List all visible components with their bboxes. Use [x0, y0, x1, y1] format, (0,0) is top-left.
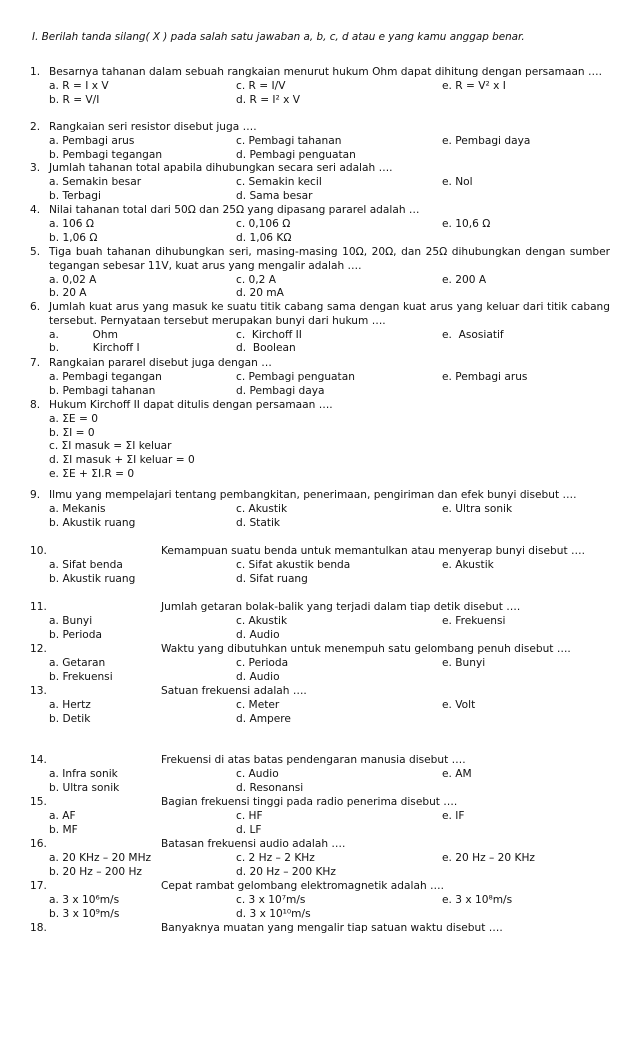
- question-stem: Nilai tahanan total dari 50Ω dan 25Ω yang dipasang pararel adalah …: [49, 204, 420, 216]
- question-number: 6.: [30, 301, 41, 313]
- option-a: a. ΣE = 0: [49, 412, 98, 425]
- option-a: a. Getaran: [49, 656, 106, 669]
- option-c: c. Audio: [236, 767, 279, 780]
- option-c: c. Sifat akustik benda: [236, 558, 351, 571]
- option-e: e. R = V² x I: [442, 79, 506, 92]
- instruction-text: I. Berilah tanda silang( X ) pada salah satu jawaban a, b, c, d atau e yang kamu anggap benar.: [32, 31, 525, 43]
- question-number: 14.: [30, 754, 47, 766]
- option-a: a. R = I x V: [49, 79, 109, 92]
- option-b: b. R = V/I: [49, 93, 100, 106]
- option-e: e. Bunyi: [442, 656, 486, 669]
- option-e: e. ΣE + ΣI.R = 0: [49, 467, 135, 480]
- option-b: b. 1,06 Ω: [49, 231, 98, 244]
- option-a: a. Sifat benda: [49, 558, 123, 571]
- question-number: 4.: [30, 204, 41, 216]
- option-b: b. Kirchoff I: [49, 342, 140, 355]
- option-d: d. R = I² x V: [236, 93, 301, 106]
- option-d: d. Sama besar: [236, 189, 313, 202]
- option-e: e. 20 Hz – 20 KHz: [442, 851, 535, 864]
- question-stem: Frekuensi di atas batas pendengaran manusia disebut ….: [161, 754, 466, 766]
- option-c: c. 0,106 Ω: [236, 217, 291, 230]
- question-number: 1.: [30, 66, 41, 78]
- option-c: c. Perioda: [236, 656, 289, 669]
- option-a: a. Pembagi tegangan: [49, 370, 162, 383]
- question-stem: Tiga buah tahanan dihubungkan seri, masing-masing 10Ω, 20Ω, dan 25Ω dihubungkan dengan sumber tegangan sebesar 11V, kuat arus yang mengalir adalah ….: [49, 246, 610, 272]
- question-stem: Cepat rambat gelombang elektromagnetik adalah ….: [161, 880, 444, 892]
- question-number: 15.: [30, 796, 47, 808]
- option-d: d. Pembagi daya: [236, 384, 325, 397]
- option-c: c. Meter: [236, 698, 280, 711]
- option-d: d. LF: [236, 823, 262, 836]
- option-e: e. 200 A: [442, 273, 487, 286]
- option-d: d. ΣI masuk + ΣI keluar = 0: [49, 454, 195, 467]
- question-2: [30, 121, 610, 162]
- option-e: e. 10,6 Ω: [442, 217, 491, 230]
- question-number: 3.: [30, 162, 41, 174]
- question-stem: Batasan frekuensi audio adalah ….: [161, 838, 346, 850]
- question-12: [30, 643, 610, 684]
- question-18: [30, 922, 610, 936]
- question-number: 17.: [30, 880, 47, 892]
- option-d: d. 20 Hz – 200 KHz: [236, 865, 336, 878]
- option-b: b. 3 x 10⁹m/s: [49, 907, 120, 920]
- option-a: a. 3 x 10⁶m/s: [49, 893, 120, 906]
- question-14: [30, 754, 610, 795]
- question-6: [30, 301, 610, 356]
- question-number: 16.: [30, 838, 47, 850]
- option-b: b. Perioda: [49, 628, 102, 641]
- option-e: e. Akustik: [442, 558, 494, 571]
- option-e: e. Pembagi arus: [442, 370, 528, 383]
- option-b: b. Detik: [49, 712, 91, 725]
- question-9: [30, 489, 610, 530]
- option-b: b. Terbagi: [49, 189, 101, 202]
- option-d: d. 1,06 KΩ: [236, 231, 292, 244]
- question-number: 10.: [30, 545, 47, 557]
- option-e: e. IF: [442, 809, 465, 822]
- question-stem: Ilmu yang mempelajari tentang pembangkitan, penerimaan, pengiriman dan efek bunyi disebut ….: [49, 489, 577, 501]
- question-number: 11.: [30, 601, 47, 613]
- question-3: [30, 162, 610, 203]
- option-b: b. 20 A: [49, 287, 87, 300]
- option-c: c. Kirchoff II: [236, 328, 302, 341]
- option-b: b. Frekuensi: [49, 670, 113, 683]
- option-b: b. Akustik ruang: [49, 572, 136, 585]
- option-a: a. 106 Ω: [49, 217, 94, 230]
- question-stem: Jumlah getaran bolak-balik yang terjadi dalam tiap detik disebut ….: [161, 601, 521, 613]
- question-stem: Banyaknya muatan yang mengalir tiap satuan waktu disebut ….: [161, 922, 503, 934]
- option-d: d. Pembagi penguatan: [236, 148, 356, 161]
- option-a: a. Pembagi arus: [49, 134, 135, 147]
- question-number: 9.: [30, 489, 41, 501]
- option-a: a. 20 KHz – 20 MHz: [49, 851, 152, 864]
- option-c: c. Akustik: [236, 502, 288, 515]
- option-a: a. Bunyi: [49, 614, 93, 627]
- question-13: [30, 685, 610, 726]
- option-a: a. AF: [49, 809, 76, 822]
- question-number: 5.: [30, 246, 41, 258]
- question-stem: Satuan frekuensi adalah ….: [161, 685, 307, 697]
- question-stem: Jumlah kuat arus yang masuk ke suatu titik cabang sama dengan kuat arus yang keluar dari titik cabang tersebut. Pernyataan tersebut merupakan bunyi dari hukum ….: [49, 301, 610, 327]
- question-5: [30, 246, 610, 301]
- option-a: a. Infra sonik: [49, 767, 118, 780]
- question-16: [30, 838, 610, 879]
- question-number: 7.: [30, 357, 41, 369]
- option-c: c. ΣI masuk = ΣI keluar: [49, 440, 172, 453]
- option-c: c. Pembagi penguatan: [236, 370, 355, 383]
- option-d: d. Audio: [236, 628, 280, 641]
- option-d: d. 3 x 10¹⁰m/s: [236, 907, 311, 920]
- question-stem: Rangkaian pararel disebut juga dengan …: [49, 357, 272, 369]
- question-number: 2.: [30, 121, 41, 133]
- question-8: [30, 399, 610, 482]
- option-d: d. 20 mA: [236, 287, 284, 300]
- option-b: b. Akustik ruang: [49, 516, 136, 529]
- option-d: d. Sifat ruang: [236, 572, 308, 585]
- option-c: c. Semakin kecil: [236, 175, 322, 188]
- question-number: 18.: [30, 922, 47, 934]
- option-c: c. 2 Hz – 2 KHz: [236, 851, 315, 864]
- option-e: e. Asosiatif: [442, 328, 504, 341]
- option-c: c. HF: [236, 809, 263, 822]
- question-number: 13.: [30, 685, 47, 697]
- option-e: e. AM: [442, 767, 472, 780]
- option-e: e. Ultra sonik: [442, 502, 513, 515]
- option-a: a. Mekanis: [49, 502, 106, 515]
- question-7: [30, 357, 610, 398]
- question-1: [30, 66, 610, 107]
- question-10: [30, 545, 610, 586]
- option-e: e. Frekuensi: [442, 614, 506, 627]
- question-number: 8.: [30, 399, 41, 411]
- option-b: b. 20 Hz – 200 Hz: [49, 865, 142, 878]
- option-e: e. Volt: [442, 698, 476, 711]
- option-c: c. 0,2 A: [236, 273, 277, 286]
- option-d: d. Ampere: [236, 712, 291, 725]
- option-b: b. Pembagi tegangan: [49, 148, 163, 161]
- question-11: [30, 601, 610, 642]
- option-d: d. Resonansi: [236, 781, 304, 794]
- option-d: d. Boolean: [236, 342, 296, 355]
- question-stem: Besarnya tahanan dalam sebuah rangkaian menurut hukum Ohm dapat dihitung dengan persamaan ….: [49, 66, 602, 78]
- option-e: e. Nol: [442, 175, 473, 188]
- option-c: c. 3 x 10⁷m/s: [236, 893, 306, 906]
- option-d: d. Statik: [236, 516, 281, 529]
- question-stem: Waktu yang dibutuhkan untuk menempuh satu gelombang penuh disebut ….: [161, 643, 571, 655]
- option-b: b. Ultra sonik: [49, 781, 120, 794]
- option-b: b. Pembagi tahanan: [49, 384, 156, 397]
- question-17: [30, 880, 610, 921]
- option-a: a. Hertz: [49, 698, 91, 711]
- option-a: a. 0,02 A: [49, 273, 97, 286]
- option-c: c. Akustik: [236, 614, 288, 627]
- option-b: b. ΣI = 0: [49, 426, 95, 439]
- question-number: 12.: [30, 643, 47, 655]
- option-c: c. Pembagi tahanan: [236, 134, 342, 147]
- option-a: a. Ohm: [49, 328, 118, 341]
- option-d: d. Audio: [236, 670, 280, 683]
- question-stem: Jumlah tahanan total apabila dihubungkan secara seri adalah ….: [49, 162, 393, 174]
- question-4: [30, 204, 610, 245]
- question-stem: Bagian frekuensi tinggi pada radio penerima disebut ….: [161, 796, 458, 808]
- option-c: c. R = I/V: [236, 79, 286, 92]
- question-stem: Kemampuan suatu benda untuk memantulkan atau menyerap bunyi disebut ….: [161, 545, 585, 557]
- question-15: [30, 796, 610, 837]
- option-e: e. Pembagi daya: [442, 134, 531, 147]
- option-b: b. MF: [49, 823, 78, 836]
- question-stem: Rangkaian seri resistor disebut juga ….: [49, 121, 257, 133]
- question-stem: Hukum Kirchoff II dapat ditulis dengan persamaan ….: [49, 399, 333, 411]
- option-a: a. Semakin besar: [49, 175, 142, 188]
- option-e: e. 3 x 10⁸m/s: [442, 893, 513, 906]
